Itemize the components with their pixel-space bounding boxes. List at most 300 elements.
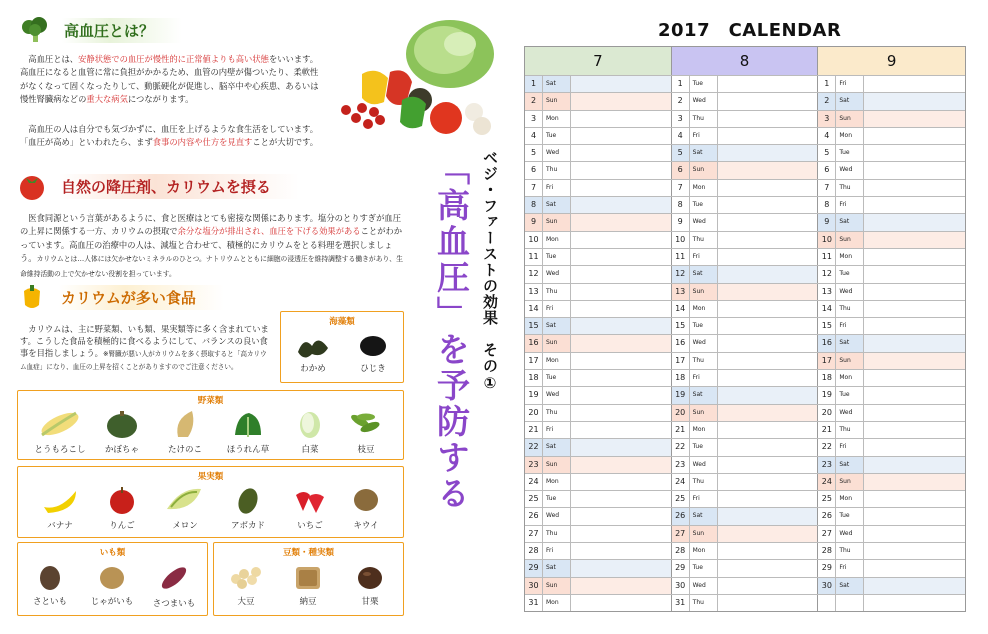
calendar-day-cell[interactable] <box>818 76 965 92</box>
weekday-label: Mon <box>543 595 571 611</box>
memo-space[interactable] <box>718 405 818 421</box>
memo-space <box>864 595 965 611</box>
memo-space[interactable] <box>571 508 671 524</box>
day-number: 1 <box>818 76 836 92</box>
weekday-label: Tue <box>543 491 571 507</box>
calendar-row <box>525 507 965 524</box>
calendar-day-cell[interactable] <box>525 145 672 161</box>
calendar-day-cell[interactable] <box>818 595 965 611</box>
weekday-label: Sun <box>543 578 571 594</box>
calendar-day-cell[interactable] <box>818 387 965 403</box>
memo-space[interactable] <box>718 249 818 265</box>
food-item-potato: じゃがいも <box>80 563 144 607</box>
memo-space[interactable] <box>864 76 965 92</box>
memo-space[interactable] <box>571 387 671 403</box>
memo-space[interactable] <box>864 422 965 438</box>
calendar-day-cell[interactable] <box>525 284 672 300</box>
calendar-day-cell[interactable] <box>672 439 819 455</box>
weekday-label: Fri <box>836 439 864 455</box>
memo-space[interactable] <box>864 249 965 265</box>
calendar-day-cell[interactable] <box>525 474 672 490</box>
calendar-row <box>525 421 965 438</box>
calendar-day-cell[interactable] <box>672 214 819 230</box>
memo-space[interactable] <box>718 162 818 178</box>
memo-space[interactable] <box>571 526 671 542</box>
memo-space[interactable] <box>864 197 965 213</box>
weekday-label: Sun <box>543 335 571 351</box>
memo-space[interactable] <box>718 232 818 248</box>
memo-space[interactable] <box>718 145 818 161</box>
calendar-day-cell[interactable] <box>672 387 819 403</box>
memo-space[interactable] <box>571 266 671 282</box>
day-number: 7 <box>525 180 543 196</box>
memo-space[interactable] <box>864 370 965 386</box>
calendar-day-cell[interactable] <box>818 284 965 300</box>
weekday-label: Thu <box>836 180 864 196</box>
calendar-day-cell[interactable] <box>525 214 672 230</box>
calendar-day-cell[interactable] <box>525 439 672 455</box>
weekday-label: Mon <box>543 474 571 490</box>
day-number: 5 <box>818 145 836 161</box>
calendar-day-cell[interactable] <box>672 318 819 334</box>
weekday-label: Thu <box>543 162 571 178</box>
calendar-row <box>525 577 965 594</box>
memo-space[interactable] <box>718 595 818 611</box>
memo-space[interactable] <box>864 335 965 351</box>
weekday-label: Sun <box>543 93 571 109</box>
calendar-day-cell[interactable] <box>525 578 672 594</box>
memo-space[interactable] <box>571 128 671 144</box>
memo-space[interactable] <box>571 111 671 127</box>
subtitle-vertical: ベジ・ファーストの効果 その① <box>481 150 499 393</box>
calendar-day-cell[interactable] <box>525 180 672 196</box>
memo-space[interactable] <box>718 197 818 213</box>
calendar-day-cell[interactable] <box>525 422 672 438</box>
weekday-label: Thu <box>543 526 571 542</box>
food-item-soybean: 大豆 <box>214 563 278 607</box>
day-number: 3 <box>525 111 543 127</box>
memo-space[interactable] <box>718 353 818 369</box>
day-number: 29 <box>818 560 836 576</box>
calendar-day-cell[interactable] <box>818 301 965 317</box>
calendar-day-cell[interactable] <box>672 111 819 127</box>
calendar-day-cell[interactable] <box>818 162 965 178</box>
calendar-day-cell[interactable] <box>818 422 965 438</box>
memo-space[interactable] <box>864 457 965 473</box>
memo-space[interactable] <box>718 76 818 92</box>
food-item-spinach: ほうれん草 <box>214 409 282 455</box>
day-number: 6 <box>672 162 690 178</box>
calendar-day-cell[interactable] <box>525 162 672 178</box>
memo-space[interactable] <box>571 353 671 369</box>
weekday-label: Thu <box>836 543 864 559</box>
memo-space[interactable] <box>718 284 818 300</box>
calendar-day-cell[interactable] <box>818 439 965 455</box>
weekday-label: Tue <box>690 560 718 576</box>
day-number: 30 <box>818 578 836 594</box>
day-number <box>818 595 836 611</box>
day-number: 31 <box>525 595 543 611</box>
day-number: 3 <box>818 111 836 127</box>
memo-space[interactable] <box>571 93 671 109</box>
calendar-day-cell[interactable] <box>672 249 819 265</box>
calendar-day-cell[interactable] <box>672 543 819 559</box>
day-number: 13 <box>672 284 690 300</box>
memo-space[interactable] <box>718 370 818 386</box>
memo-space[interactable] <box>864 162 965 178</box>
memo-space[interactable] <box>864 491 965 507</box>
memo-space[interactable] <box>571 405 671 421</box>
day-number: 25 <box>818 491 836 507</box>
weekday-label: Fri <box>690 491 718 507</box>
memo-space[interactable] <box>864 405 965 421</box>
memo-space[interactable] <box>571 162 671 178</box>
calendar-day-cell[interactable] <box>525 543 672 559</box>
weekday-label: Mon <box>836 249 864 265</box>
day-number: 23 <box>818 457 836 473</box>
day-number: 31 <box>672 595 690 611</box>
weekday-label: Sun <box>836 353 864 369</box>
memo-space[interactable] <box>864 318 965 334</box>
memo-space[interactable] <box>571 145 671 161</box>
weekday-label: Sat <box>836 335 864 351</box>
calendar-day-cell[interactable] <box>672 595 819 611</box>
day-number: 12 <box>672 266 690 282</box>
day-number: 14 <box>818 301 836 317</box>
calendar-day-cell[interactable] <box>672 578 819 594</box>
food-item-pumpkin: かぼちゃ <box>88 409 156 455</box>
memo-space[interactable] <box>571 180 671 196</box>
calendar-day-cell[interactable] <box>525 266 672 282</box>
weekday-label: Sun <box>690 405 718 421</box>
memo-space[interactable] <box>864 214 965 230</box>
memo-space[interactable] <box>864 266 965 282</box>
calendar-day-cell[interactable] <box>818 526 965 542</box>
food-group-fruits: 果実類 バナナ りんご メロン アボカド いちご キウイ <box>17 466 404 538</box>
section-paragraph-potassium: 医食同源という言葉があるように、食と医療はとても密接な関係にあります。塩分のとりすぎが血圧の上昇に関係する一方、カリウムの摂取で余分な塩分が排出され、血圧を下げる効果があることがわかっています。高血圧の治療中の人は、減塩と合わせて、積極的にカリウムをとる料理を選択しましょう。カリウムとは…人体には欠かせないミネラルのひとつ。ナトリウムとともに細胞の浸透圧を維持調整する働きがあり、生命維持活動の上で欠かせない役割を担っています。 <box>20 213 403 278</box>
calendar-row <box>525 231 965 248</box>
weekday-label: Fri <box>836 318 864 334</box>
memo-space[interactable] <box>718 422 818 438</box>
memo-space[interactable] <box>571 439 671 455</box>
memo-space[interactable] <box>571 595 671 611</box>
memo-space[interactable] <box>571 301 671 317</box>
weekday-label: Mon <box>690 301 718 317</box>
calendar-day-cell[interactable] <box>525 128 672 144</box>
memo-space[interactable] <box>718 491 818 507</box>
day-number: 15 <box>672 318 690 334</box>
food-item-banana: バナナ <box>26 485 94 531</box>
weekday-label: Thu <box>836 422 864 438</box>
memo-space[interactable] <box>864 353 965 369</box>
day-number: 25 <box>672 491 690 507</box>
memo-space[interactable] <box>864 111 965 127</box>
calendar-day-cell[interactable] <box>672 93 819 109</box>
food-group-potatoes: いも類 さといも じゃがいも さつまいも <box>17 542 208 616</box>
calendar-day-cell[interactable] <box>818 111 965 127</box>
calendar-row <box>525 127 965 144</box>
calendar-day-cell[interactable] <box>672 266 819 282</box>
calendar-day-cell[interactable] <box>672 197 819 213</box>
memo-space[interactable] <box>571 578 671 594</box>
memo-space[interactable] <box>864 439 965 455</box>
section-heading-hypertension: 高血圧とは？ <box>20 16 182 44</box>
calendar-day-cell[interactable] <box>525 370 672 386</box>
day-number: 24 <box>818 474 836 490</box>
calendar-day-cell[interactable] <box>818 491 965 507</box>
calendar-day-cell[interactable] <box>818 578 965 594</box>
calendar-day-cell[interactable] <box>818 93 965 109</box>
calendar-day-cell[interactable] <box>818 249 965 265</box>
calendar-row <box>525 265 965 282</box>
calendar-day-cell[interactable] <box>672 370 819 386</box>
memo-space[interactable] <box>718 93 818 109</box>
weekday-label: Sat <box>543 197 571 213</box>
calendar-day-cell[interactable] <box>818 214 965 230</box>
calendar-day-cell[interactable] <box>672 422 819 438</box>
calendar-day-cell[interactable] <box>525 197 672 213</box>
weekday-label: Mon <box>836 128 864 144</box>
food-item-apple: りんご <box>88 485 156 531</box>
memo-space[interactable] <box>718 128 818 144</box>
calendar-day-cell[interactable] <box>818 370 965 386</box>
calendar-day-cell[interactable] <box>525 491 672 507</box>
memo-space[interactable] <box>864 508 965 524</box>
weekday-label: Tue <box>836 508 864 524</box>
memo-space[interactable] <box>571 232 671 248</box>
day-number: 2 <box>672 93 690 109</box>
memo-space[interactable] <box>864 301 965 317</box>
memo-space[interactable] <box>571 474 671 490</box>
day-number: 24 <box>672 474 690 490</box>
calendar-day-cell[interactable] <box>818 335 965 351</box>
day-number: 2 <box>525 93 543 109</box>
calendar-row <box>525 473 965 490</box>
memo-space[interactable] <box>718 526 818 542</box>
calendar-row <box>525 75 965 92</box>
calendar-day-cell[interactable] <box>818 405 965 421</box>
memo-space[interactable] <box>571 284 671 300</box>
day-number: 16 <box>672 335 690 351</box>
calendar-day-cell[interactable] <box>818 508 965 524</box>
calendar-day-cell[interactable] <box>525 526 672 542</box>
calendar-month-header <box>525 47 965 75</box>
memo-space[interactable] <box>864 93 965 109</box>
memo-space[interactable] <box>718 578 818 594</box>
day-number: 8 <box>818 197 836 213</box>
calendar-row <box>525 525 965 542</box>
food-item-strawberry: いちご <box>276 485 344 531</box>
memo-space[interactable] <box>718 266 818 282</box>
day-number: 22 <box>672 439 690 455</box>
food-item-edamame: 枝豆 <box>332 409 400 455</box>
calendar-title: 2017 CALENDAR <box>658 20 842 41</box>
memo-space[interactable] <box>718 439 818 455</box>
calendar-day-cell[interactable] <box>525 93 672 109</box>
weekday-label: Wed <box>690 93 718 109</box>
calendar-day-cell[interactable] <box>672 474 819 490</box>
day-number: 21 <box>818 422 836 438</box>
memo-space[interactable] <box>571 318 671 334</box>
calendar-day-cell[interactable] <box>818 197 965 213</box>
memo-space[interactable] <box>864 560 965 576</box>
memo-space[interactable] <box>718 560 818 576</box>
memo-space[interactable] <box>571 491 671 507</box>
calendar-day-cell[interactable] <box>818 232 965 248</box>
memo-space[interactable] <box>864 474 965 490</box>
calendar-day-cell[interactable] <box>525 595 672 611</box>
memo-space[interactable] <box>718 180 818 196</box>
calendar-day-cell[interactable] <box>672 457 819 473</box>
calendar-day-cell[interactable] <box>672 180 819 196</box>
food-item-taro: さといも <box>18 563 82 607</box>
calendar-row <box>525 594 965 611</box>
calendar-day-cell[interactable] <box>672 508 819 524</box>
memo-space[interactable] <box>718 543 818 559</box>
calendar-day-cell[interactable] <box>818 560 965 576</box>
day-number: 17 <box>818 353 836 369</box>
memo-space[interactable] <box>718 214 818 230</box>
memo-space[interactable] <box>571 422 671 438</box>
memo-space[interactable] <box>864 526 965 542</box>
calendar-day-cell[interactable] <box>525 405 672 421</box>
calendar-day-cell[interactable] <box>818 474 965 490</box>
memo-space[interactable] <box>571 543 671 559</box>
weekday-label: Tue <box>690 76 718 92</box>
calendar-day-cell[interactable] <box>525 318 672 334</box>
calendar-day-cell[interactable] <box>818 318 965 334</box>
day-number: 7 <box>672 180 690 196</box>
calendar-row <box>525 179 965 196</box>
memo-space[interactable] <box>718 508 818 524</box>
weekday-label: Sun <box>836 474 864 490</box>
day-number: 12 <box>818 266 836 282</box>
calendar-day-cell[interactable] <box>672 353 819 369</box>
calendar-day-cell[interactable] <box>525 301 672 317</box>
memo-space[interactable] <box>718 457 818 473</box>
memo-space[interactable] <box>718 318 818 334</box>
calendar-row <box>525 92 965 109</box>
memo-space[interactable] <box>864 180 965 196</box>
weekday-label: Fri <box>543 301 571 317</box>
calendar-day-cell[interactable] <box>818 353 965 369</box>
calendar-day-cell[interactable] <box>672 162 819 178</box>
memo-space[interactable] <box>718 335 818 351</box>
calendar-day-cell[interactable] <box>672 232 819 248</box>
calendar-day-cell[interactable] <box>525 457 672 473</box>
calendar-day-cell[interactable] <box>525 335 672 351</box>
memo-space[interactable] <box>718 111 818 127</box>
day-number: 29 <box>672 560 690 576</box>
day-number: 9 <box>672 214 690 230</box>
calendar-day-cell[interactable] <box>818 266 965 282</box>
memo-space[interactable] <box>864 543 965 559</box>
weekday-label: Wed <box>690 214 718 230</box>
avocado-image <box>233 485 263 515</box>
memo-space[interactable] <box>864 387 965 403</box>
memo-space[interactable] <box>864 128 965 144</box>
calendar-day-cell[interactable] <box>525 508 672 524</box>
weekday-label: Mon <box>836 491 864 507</box>
month-header-september: 9 <box>818 47 965 75</box>
weekday-label: Sun <box>690 284 718 300</box>
memo-space[interactable] <box>571 76 671 92</box>
food-item-hijiki: ひじき <box>341 332 405 374</box>
memo-space[interactable] <box>571 197 671 213</box>
calendar-day-cell[interactable] <box>672 145 819 161</box>
calendar-day-cell[interactable] <box>525 232 672 248</box>
day-number: 20 <box>672 405 690 421</box>
calendar-day-cell[interactable] <box>525 249 672 265</box>
calendar-day-cell[interactable] <box>672 405 819 421</box>
calendar-row <box>525 144 965 161</box>
natto-image <box>293 563 323 591</box>
calendar-day-cell[interactable] <box>818 128 965 144</box>
calendar-row <box>525 317 965 334</box>
weekday-label: Fri <box>690 128 718 144</box>
day-number: 23 <box>525 457 543 473</box>
calendar-day-cell[interactable] <box>818 180 965 196</box>
day-number: 9 <box>818 214 836 230</box>
memo-space[interactable] <box>571 457 671 473</box>
memo-space[interactable] <box>864 145 965 161</box>
calendar-day-cell[interactable] <box>672 301 819 317</box>
section-paragraph-potassium-foods: カリウムは、主に野菜類、いも類、果実類等に多く含まれています。こうした食品を積極的に食べるようにして、バランスの良い食事を目指しましょう。※腎臓が悪い人がカリウムを多く摂取すると「高カリウム血症」になり、血圧の上昇を招くことがありますのでご注意ください。 <box>20 324 269 371</box>
memo-space[interactable] <box>571 370 671 386</box>
calendar-day-cell[interactable] <box>525 111 672 127</box>
calendar-day-cell[interactable] <box>818 457 965 473</box>
calendar-row <box>525 196 965 213</box>
weekday-label: Sat <box>836 578 864 594</box>
day-number: 30 <box>672 578 690 594</box>
memo-space[interactable] <box>718 387 818 403</box>
day-number: 7 <box>818 180 836 196</box>
calendar-day-cell[interactable] <box>672 76 819 92</box>
calendar-day-cell[interactable] <box>672 491 819 507</box>
calendar-day-cell[interactable] <box>672 128 819 144</box>
food-item-roasted-chestnut: 甘栗 <box>338 563 402 607</box>
memo-space[interactable] <box>718 474 818 490</box>
calendar-day-cell[interactable] <box>672 526 819 542</box>
calendar-day-cell[interactable] <box>818 145 965 161</box>
calendar-day-cell[interactable] <box>525 76 672 92</box>
calendar-day-cell[interactable] <box>525 560 672 576</box>
calendar-day-cell[interactable] <box>672 335 819 351</box>
calendar-day-cell[interactable] <box>672 560 819 576</box>
day-number: 4 <box>672 128 690 144</box>
day-number: 20 <box>818 405 836 421</box>
memo-space[interactable] <box>571 249 671 265</box>
day-number: 19 <box>525 387 543 403</box>
memo-space[interactable] <box>571 214 671 230</box>
memo-space[interactable] <box>864 232 965 248</box>
calendar-day-cell[interactable] <box>525 353 672 369</box>
calendar-day-cell[interactable] <box>525 387 672 403</box>
weekday-label: Mon <box>543 232 571 248</box>
apple-image <box>107 485 137 515</box>
calendar-day-cell[interactable] <box>672 284 819 300</box>
calendar-day-cell[interactable] <box>818 543 965 559</box>
weekday-label: Thu <box>690 353 718 369</box>
vegetable-basket-illustration <box>332 14 510 140</box>
memo-space[interactable] <box>718 301 818 317</box>
memo-space[interactable] <box>571 335 671 351</box>
memo-space[interactable] <box>571 560 671 576</box>
day-number: 27 <box>525 526 543 542</box>
memo-space[interactable] <box>864 284 965 300</box>
memo-space[interactable] <box>864 578 965 594</box>
day-number: 30 <box>525 578 543 594</box>
